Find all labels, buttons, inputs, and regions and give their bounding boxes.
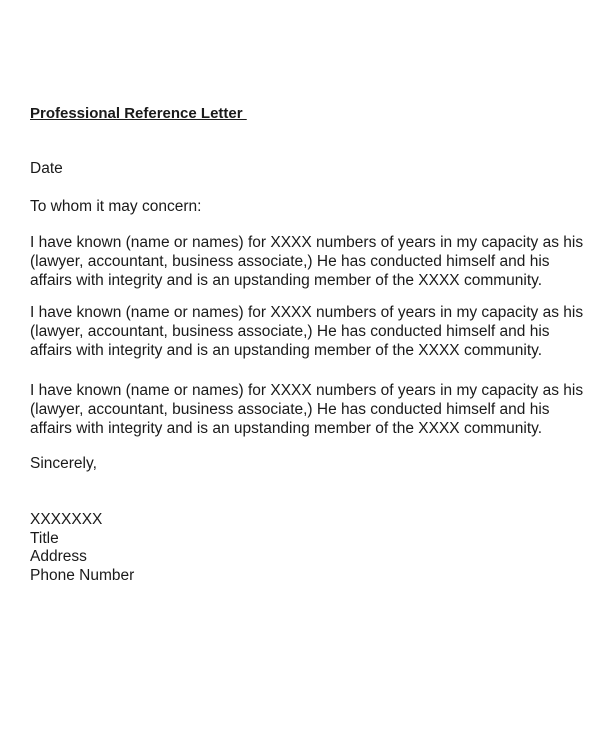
closing: Sincerely,	[30, 455, 97, 472]
signature-name: XXXXXXX	[30, 511, 103, 528]
paragraph-3	[30, 381, 590, 438]
paragraph-line: I have known (name or names) for XXXX numbers of years in my capacity as his	[30, 304, 584, 321]
paragraph-line: I have known (name or names) for XXXX numbers of years in my capacity as his	[30, 382, 584, 399]
paragraph-line: affairs with integrity and is an upstanding member of the XXXX community.	[30, 272, 543, 289]
paragraph-line: affairs with integrity and is an upstanding member of the XXXX community.	[30, 342, 543, 359]
signature-address: Address	[30, 548, 87, 565]
date-label: Date	[30, 160, 63, 177]
paragraph-line: affairs with integrity and is an upstanding member of the XXXX community.	[30, 420, 543, 437]
paragraph-line: (lawyer, accountant, business associate,) He has conducted himself and his	[30, 323, 550, 340]
paragraph-2	[30, 303, 590, 360]
letter-title: Professional Reference Letter	[30, 105, 247, 122]
paragraph-line: (lawyer, accountant, business associate,) He has conducted himself and his	[30, 401, 550, 418]
signature-title: Title	[30, 529, 59, 547]
signature-phone: Phone Number	[30, 566, 135, 584]
paragraph-1	[30, 233, 590, 290]
paragraph-line: I have known (name or names) for XXXX numbers of years in my capacity as his	[30, 234, 584, 251]
salutation: To whom it may concern:	[30, 198, 202, 215]
paragraph-line: (lawyer, accountant, business associate,) He has conducted himself and his	[30, 253, 550, 270]
signature-block	[30, 511, 134, 585]
